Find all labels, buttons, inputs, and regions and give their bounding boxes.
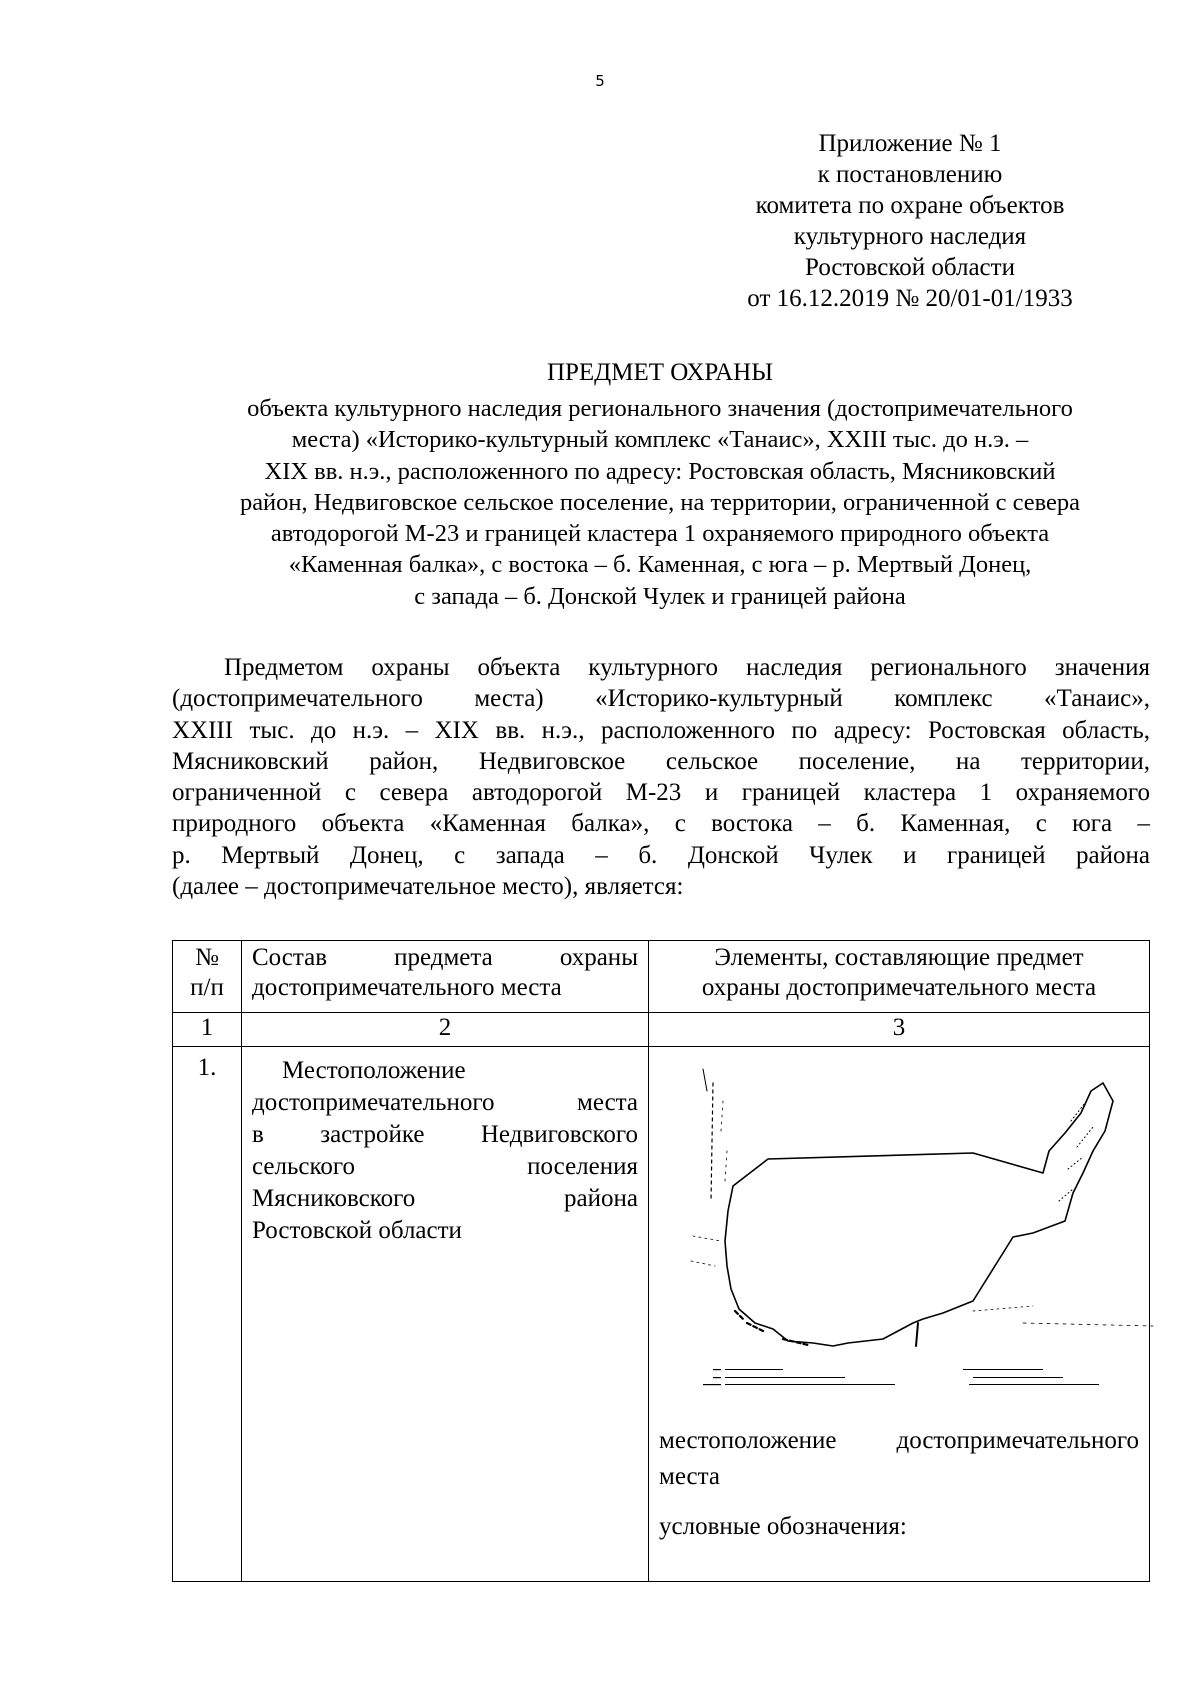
header-text: охраны достопримечательного места xyxy=(701,974,1097,1001)
header-text: Элементы, составляющие предмет xyxy=(714,944,1084,971)
subtitle-line: район, Недвиговское сельское поселение, на территории, ограниченной с севера xyxy=(239,488,1081,516)
body-line: XXIII тыс. до н.э. – XIX вв. н.э., расположенного по адресу: Ростовская область, xyxy=(172,716,1150,744)
body-line: р. Мертвый Донец, с запада – б. Донской Чулек и границей района xyxy=(172,841,1150,869)
element-line: местоположение достопримечательного xyxy=(659,1427,1139,1454)
document-subtitle xyxy=(170,393,1150,612)
page-number: 5 xyxy=(595,72,605,90)
column-number: 2 xyxy=(242,1013,649,1047)
body-line: ограниченной с севера автодорогой М-23 и границей кластера 1 охраняемого xyxy=(172,779,1150,807)
element-line: места xyxy=(659,1463,720,1490)
appendix-block xyxy=(700,128,1120,314)
composition-line: в застройке Недвиговского xyxy=(252,1121,638,1148)
body-line: (далее – достопримечательное место), является: xyxy=(172,873,684,901)
column-number: 3 xyxy=(649,1013,1150,1047)
elements-cell xyxy=(649,1047,1150,1582)
composition-line: Местоположение xyxy=(282,1057,466,1084)
header-text: п/п xyxy=(190,974,224,1001)
composition-line: Ростовской области xyxy=(252,1217,462,1244)
subtitle-line: места) «Историко-культурный комплекс «Танаис», XXIII тыс. до н.э. – xyxy=(291,426,1029,454)
column-number: 1 xyxy=(173,1013,242,1047)
body-paragraph xyxy=(172,652,1150,902)
column-number-row xyxy=(173,1013,1150,1047)
header-text: Состав предмета охраны xyxy=(252,944,638,971)
header-number-cell xyxy=(173,941,242,1013)
subtitle-line: XIX вв. н.э., расположенного по адресу: Ростовская область, Мясниковский xyxy=(264,457,1056,485)
body-line: Мясниковский район, Недвиговское сельское поселение, на территории, xyxy=(172,747,1150,775)
composition-line: Мясниковского района xyxy=(252,1185,638,1212)
document-title: ПРЕДМЕТ ОХРАНЫ xyxy=(546,359,774,386)
site-boundary-map-icon xyxy=(673,1061,1163,1391)
appendix-line: от 16.12.2019 № 20/01-01/1933 xyxy=(747,285,1073,312)
row-number: 1. xyxy=(173,1047,242,1582)
body-line: природного объекта «Каменная балка», с востока – б. Каменная, с юга – xyxy=(172,810,1150,838)
composition-cell xyxy=(242,1047,649,1582)
subtitle-line: автодорогой М-23 и границей кластера 1 охраняемого природного объекта xyxy=(270,520,1050,548)
appendix-line: Ростовской области xyxy=(805,254,1015,281)
subtitle-line: «Каменная балка», с востока – б. Каменная, с юга – р. Мертвый Донец, xyxy=(288,551,1032,579)
composition-line: достопримечательного места xyxy=(252,1089,638,1116)
appendix-line: комитета по охране объектов xyxy=(755,192,1065,219)
body-line: (достопримечательного места) «Историко-культурный комплекс «Танаис», xyxy=(172,685,1150,713)
subtitle-line: объекта культурного наследия регионального значения (достопримечательного xyxy=(247,395,1073,422)
legend-label: условные обозначения: xyxy=(659,1513,907,1540)
header-text: достопримечательного места xyxy=(252,974,562,1001)
appendix-line: культурного наследия xyxy=(793,223,1027,250)
table-header-row xyxy=(173,941,1150,1013)
appendix-line: к постановлению xyxy=(817,161,1003,188)
body-line: Предметом охраны объекта культурного наследия регионального значения xyxy=(224,654,1150,681)
header-elements-cell xyxy=(649,941,1150,1013)
appendix-line: Приложение № 1 xyxy=(818,130,1002,157)
composition-line: сельского поселения xyxy=(252,1153,638,1180)
header-text: № xyxy=(195,944,219,971)
subtitle-line: с запада – б. Донской Чулек и границей района xyxy=(414,582,906,610)
elements-text xyxy=(659,1423,1139,1545)
protection-table xyxy=(172,940,1150,1582)
table-row xyxy=(173,1047,1150,1582)
header-composition-cell xyxy=(242,941,649,1013)
